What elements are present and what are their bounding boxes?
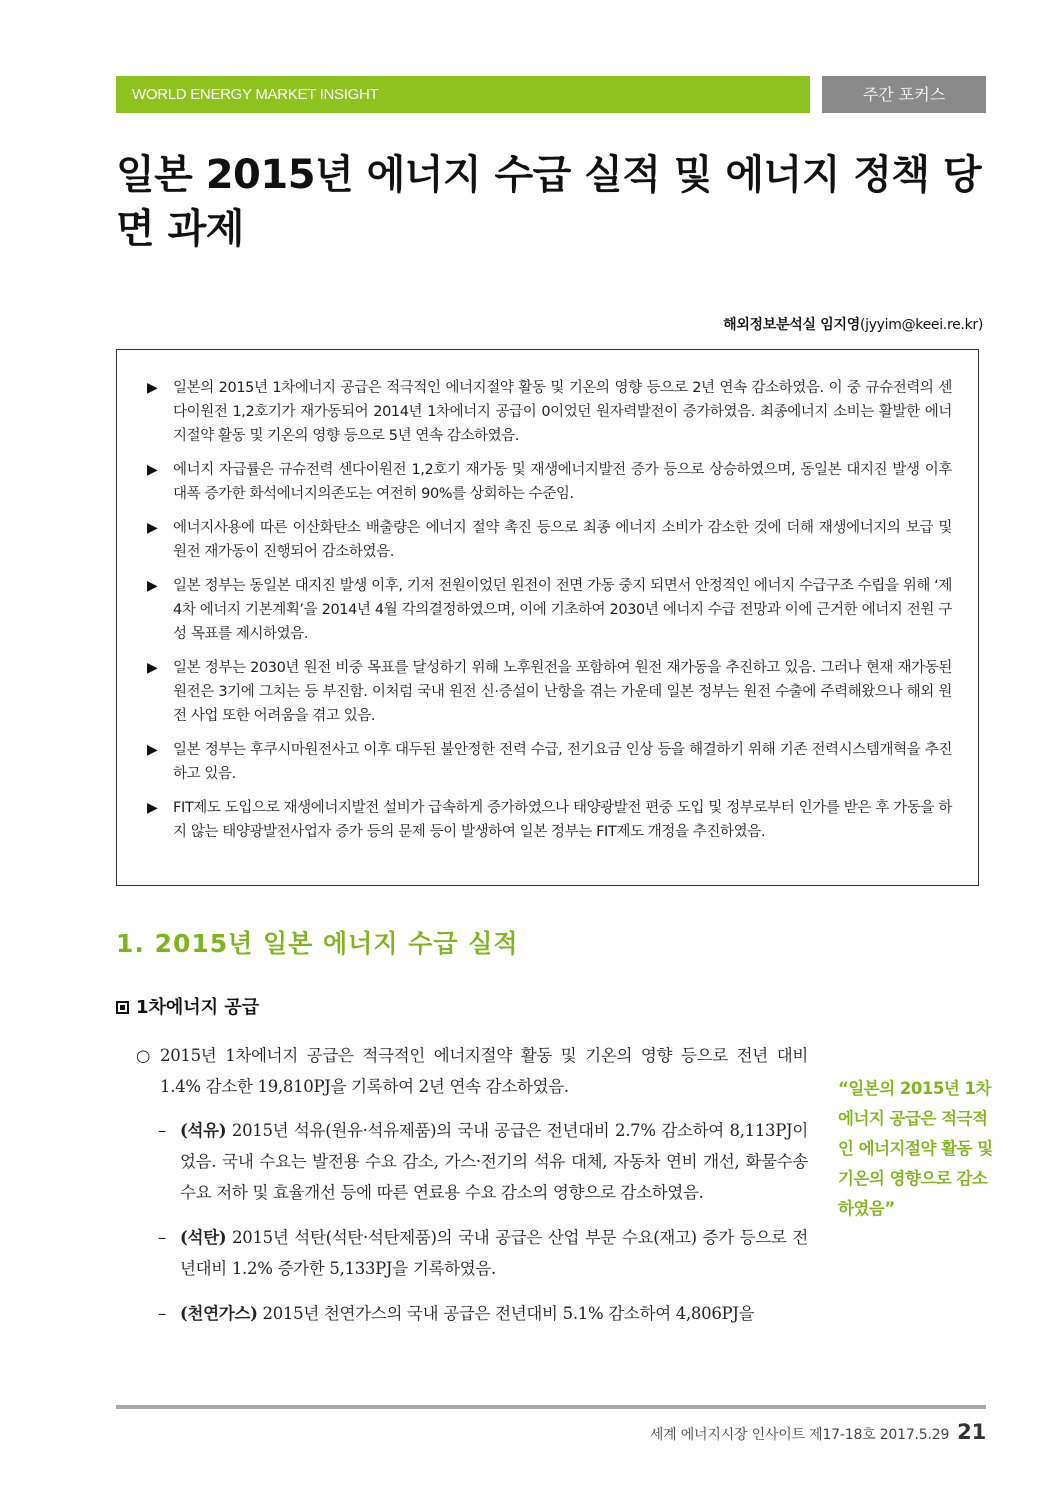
- bullet-arrow-icon: ▶: [147, 462, 158, 478]
- subsection-heading: 1차에너지 공급: [116, 993, 259, 1019]
- header-bar: [116, 76, 810, 113]
- bullet-arrow-icon: ▶: [147, 578, 158, 594]
- series-name: WORLD ENERGY MARKET INSIGHT: [132, 86, 379, 103]
- list-item-gas: – (천연가스) 2015년 천연가스의 국내 공급은 전년대비 5.1% 감소하여 4,806PJ을: [136, 1298, 808, 1329]
- page-title: 일본 2015년 에너지 수급 실적 및 에너지 정책 당면 과제: [116, 152, 982, 252]
- dash-bullet-icon: –: [158, 1228, 166, 1247]
- dash-bullet-icon: –: [158, 1121, 166, 1140]
- summary-item: ▶ 에너지 자급률은 규슈전력 센다이원전 1,2호기 재가동 및 재생에너지발전 증가 등으로 상승하였으며, 동일본 대지진 발생 이후 대폭 증가한 화석에너지의존도는 여전히 90%를 상회하는 수준임.: [147, 458, 952, 506]
- summary-item: ▶ 일본 정부는 2030년 원전 비중 목표를 달성하기 위해 노후원전을 포함하여 원전 재가동을 추진하고 있음. 그러나 현재 재가동된 원전은 3기에 그치는 등 부진함. 이처럼 국내 원전 신·증설이 난항을 겪는 가운데 일본 정부는 원전 수출에 주력해왔으나 해외 원전 사업 또한 어려움을 겪고 있음.: [147, 656, 952, 728]
- footer: [650, 1420, 986, 1444]
- list-item-coal: – (석탄) 2015년 석탄(석탄·석탄제품)의 국내 공급은 산업 부문 수요(재고) 증가 등으로 전년대비 1.2% 증가한 5,133PJ을 기록하였음.: [136, 1222, 808, 1284]
- header-divider: [810, 76, 822, 113]
- bullet-arrow-icon: ▶: [147, 660, 158, 676]
- summary-list: [117, 350, 978, 844]
- bullet-arrow-icon: ▶: [147, 520, 158, 536]
- item-label: (석탄): [180, 1228, 227, 1247]
- body-text: [136, 1040, 808, 1343]
- publication-info: 세계 에너지시장 인사이트 제17-18호 2017.5.29: [649, 1427, 950, 1443]
- summary-item: ▶ 에너지사용에 따른 이산화탄소 배출량은 에너지 절약 촉진 등으로 최종 에너지 소비가 감소한 것에 더해 재생에너지의 보급 및 원전 재가동이 진행되어 감소하였음.: [147, 516, 952, 564]
- item-label: (천연가스): [180, 1304, 258, 1323]
- footer-divider: [116, 1405, 986, 1409]
- square-bullet-icon: [116, 1001, 129, 1014]
- section-heading: 1. 2015년 일본 에너지 수급 실적: [116, 929, 519, 958]
- paragraph: ○ 2015년 1차에너지 공급은 적극적인 에너지절약 활동 및 기온의 영향 등으로 전년 대비 1.4% 감소한 19,810PJ을 기록하여 2년 연속 감소하였음.: [136, 1040, 808, 1102]
- dash-bullet-icon: –: [158, 1304, 166, 1323]
- author-email: (jyyim@keei.re.kr): [859, 317, 983, 333]
- list-item-oil: – (석유) 2015년 석유(원유·석유제품)의 국내 공급은 전년대비 2.7% 감소하여 8,113PJ이었음. 국내 수요는 발전용 수요 감소, 가스·전기의 석유 대체, 자동차 연비 개선, 화물수송 수요 저하 및 효율개선 등에 따른 연료용 수요 감소의 영향으로 감소하였음.: [136, 1115, 808, 1208]
- author-name: 해외정보분석실 임지영: [723, 317, 860, 333]
- summary-item: ▶ 일본 정부는 후쿠시마원전사고 이후 대두된 불안정한 전력 수급, 전기요금 인상 등을 해결하기 위해 기존 전력시스템개혁을 추진하고 있음.: [147, 738, 952, 786]
- summary-box: [116, 349, 979, 886]
- item-label: (석유): [180, 1121, 227, 1140]
- section-tag: 주간 포커스: [822, 76, 986, 113]
- pull-quote: “일본의 2015년 1차에너지 공급은 적극적인 에너지절약 활동 및 기온의 영향으로 감소하였음”: [838, 1079, 993, 1218]
- page-number: 21: [957, 1420, 986, 1444]
- bullet-arrow-icon: ▶: [147, 800, 158, 816]
- bullet-arrow-icon: ▶: [147, 380, 158, 396]
- author-line: [723, 314, 983, 334]
- bullet-arrow-icon: ▶: [147, 742, 158, 758]
- summary-item: ▶ FIT제도 도입으로 재생에너지발전 설비가 급속하게 증가하였으나 태양광발전 편중 도입 및 정부로부터 인가를 받은 후 가동을 하지 않는 태양광발전사업자 증가 등의 문제 등이 발생하여 일본 정부는 FIT제도 개정을 추진하였음.: [147, 796, 952, 844]
- summary-item: ▶ 일본 정부는 동일본 대지진 발생 이후, 기저 전원이었던 원전이 전면 가동 중지 되면서 안정적인 에너지 수급구조 수립을 위해 ‘제4차 에너지 기본계획’을 2014년 4월 각의결정하였으며, 이에 기초하여 2030년 에너지 수급 전망과 이에 근거한 에너지 전원 구성 목표를 제시하였음.: [147, 574, 952, 646]
- summary-item: ▶ 일본의 2015년 1차에너지 공급은 적극적인 에너지절약 활동 및 기온의 영향 등으로 2년 연속 감소하였음. 이 중 규슈전력의 센다이원전 1,2호기가 재가동되어 2014년 1차에너지 공급이 0이었던 원자력발전이 증가하였음. 최종에너지 소비는 활발한 에너지절약 활동 및 기온의 영향 등으로 5년 연속 감소하였음.: [147, 376, 952, 448]
- circle-bullet-icon: ○: [136, 1046, 151, 1065]
